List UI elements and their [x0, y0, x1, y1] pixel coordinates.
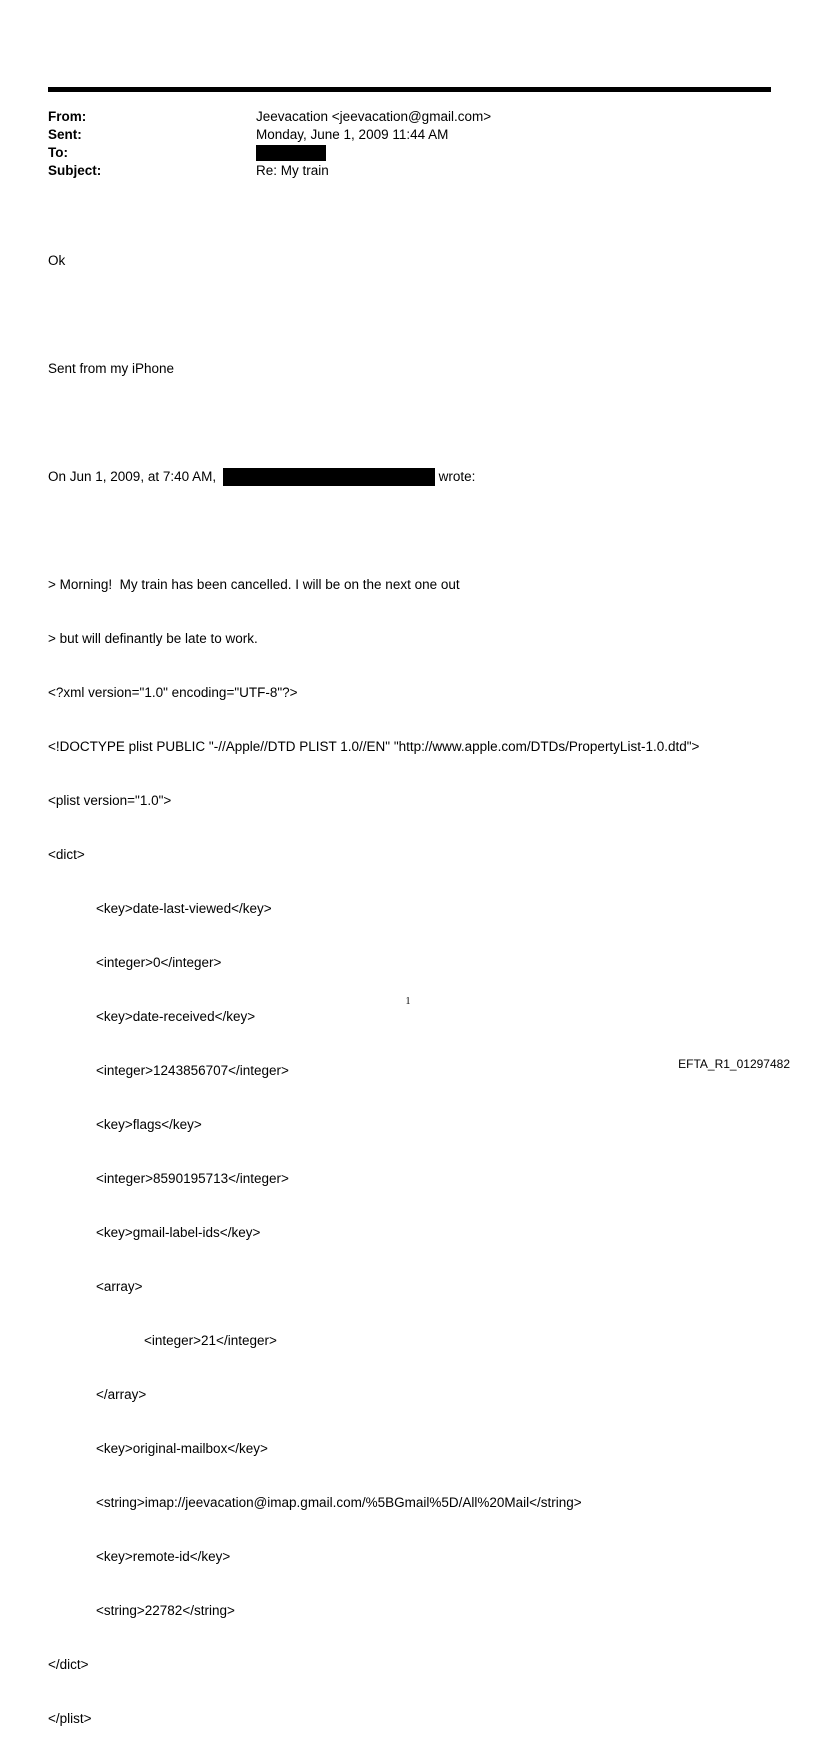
to-label: To: — [48, 145, 68, 160]
plist-line: <key>date-last-viewed</key> — [96, 901, 272, 916]
sender-redaction-box — [223, 468, 435, 486]
reply-text: Ok — [48, 253, 66, 268]
subject-label: Subject: — [48, 163, 102, 178]
plist-line: <key>date-received</key> — [96, 1009, 256, 1024]
blank-line — [48, 522, 699, 540]
from-label: From: — [48, 109, 87, 124]
sent-label: Sent: — [48, 127, 82, 142]
blank-line — [48, 306, 699, 324]
blank-line — [48, 414, 699, 432]
plist-line: <integer>8590195713</integer> — [96, 1171, 289, 1186]
quote-intro-prefix: On Jun 1, 2009, at 7:40 AM, — [48, 469, 220, 484]
subject-value: Re: My train — [256, 163, 329, 178]
plist-line: <integer>21</integer> — [144, 1333, 277, 1348]
quoted-line-2: > but will definantly be late to work. — [48, 631, 258, 646]
plist-line: </array> — [96, 1387, 147, 1402]
plist-line: <key>flags</key> — [96, 1117, 202, 1132]
plist-line: <key>gmail-label-ids</key> — [96, 1225, 261, 1240]
plist-line: <integer>0</integer> — [96, 955, 222, 970]
plist-line: <integer>1243856707</integer> — [96, 1063, 289, 1078]
quote-intro-suffix: wrote: — [434, 469, 476, 484]
plist-line: <key>original-mailbox</key> — [96, 1441, 268, 1456]
plist-line: <string>22782</string> — [96, 1603, 235, 1618]
sent-value: Monday, June 1, 2009 11:44 AM — [256, 127, 449, 142]
plist-line: <plist version="1.0"> — [48, 793, 172, 808]
plist-line: </dict> — [48, 1657, 89, 1672]
to-redaction-box — [256, 145, 326, 161]
signature-text: Sent from my iPhone — [48, 361, 175, 376]
plist-line: </plist> — [48, 1711, 92, 1726]
page-number: 1 — [405, 996, 411, 1007]
document-id-stamp: EFTA_R1_01297482 — [678, 1057, 790, 1071]
to-value — [256, 144, 326, 162]
plist-line: <key>remote-id</key> — [96, 1549, 231, 1564]
plist-line: <?xml version="1.0" encoding="UTF-8"?> — [48, 685, 298, 700]
quote-intro-line — [48, 468, 699, 486]
header-divider-rule — [48, 87, 771, 92]
from-value: Jeevacation <jeevacation@gmail.com> — [256, 109, 492, 124]
plist-line: <dict> — [48, 847, 85, 862]
plist-line: <array> — [96, 1279, 143, 1294]
quoted-line-1: > Morning! My train has been cancelled. I will be on the next one out — [48, 577, 460, 592]
plist-line: <string>imap://jeevacation@imap.gmail.com/%5BGmail%5D/All%20Mail</string> — [96, 1495, 582, 1510]
email-body — [48, 216, 699, 1746]
plist-line: <!DOCTYPE plist PUBLIC "-//Apple//DTD PLIST 1.0//EN" "http://www.apple.com/DTDs/PropertyList-1.0.dtd"> — [48, 739, 700, 754]
